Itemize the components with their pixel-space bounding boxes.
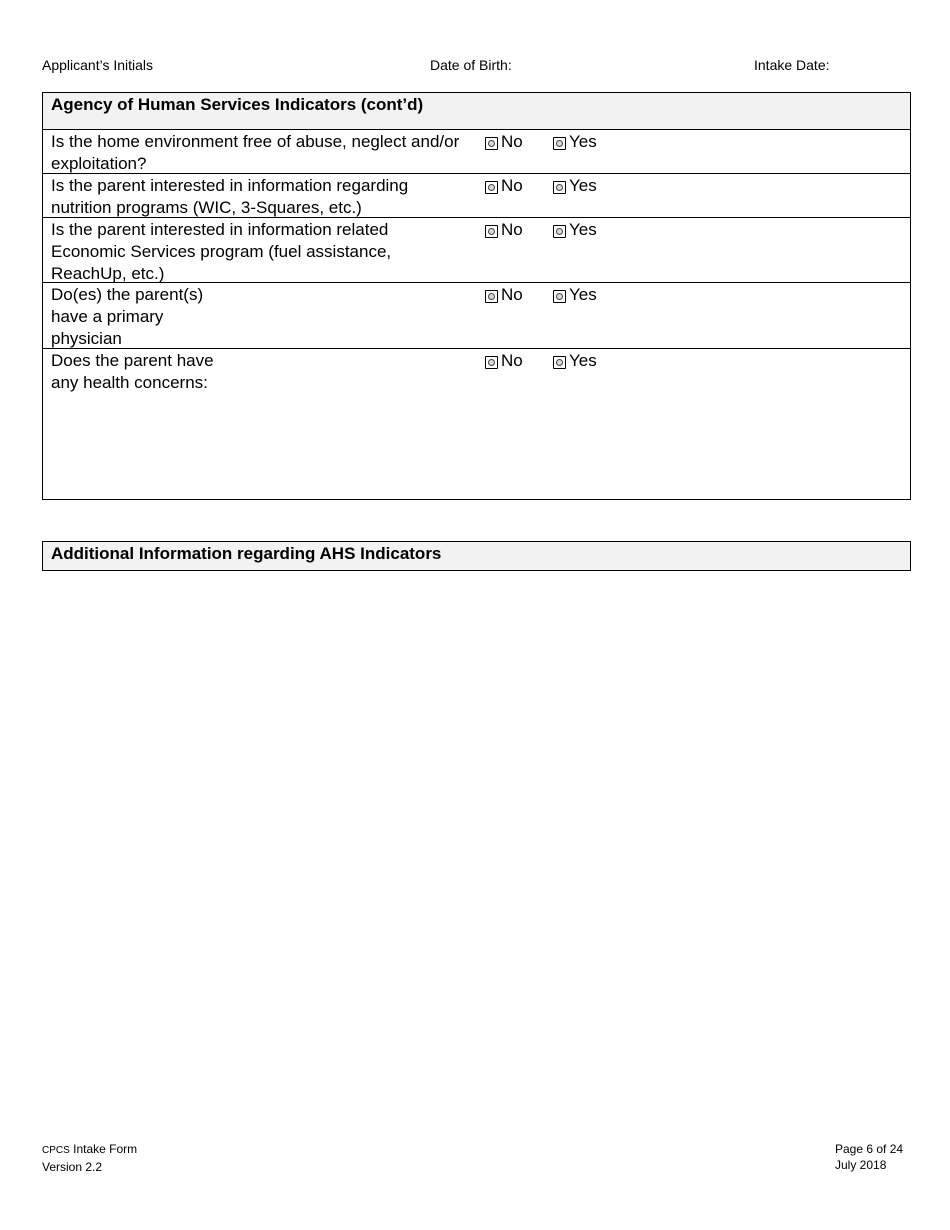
no-label: No: [501, 220, 523, 239]
question-row-health-concerns: [43, 349, 910, 499]
yes-label: Yes: [569, 132, 597, 151]
no-label: No: [501, 132, 523, 151]
checkbox-icon[interactable]: [485, 137, 498, 150]
yes-option[interactable]: [553, 350, 597, 372]
question-line: Do(es) the parent(s): [51, 285, 204, 304]
checkbox-icon[interactable]: [553, 181, 566, 194]
yes-label: Yes: [569, 285, 597, 304]
yes-option[interactable]: [553, 219, 597, 241]
yes-option[interactable]: [553, 131, 597, 153]
applicant-initials-label: Applicant’s Initials: [42, 57, 154, 73]
checkbox-icon[interactable]: [553, 225, 566, 238]
question-line: have a primary: [51, 307, 164, 326]
question-line: physician: [51, 329, 122, 348]
additional-info-title: Additional Information regarding AHS Indicators: [43, 542, 910, 570]
question-text: Is the home environment free of abuse, neglect and/or exploitation?: [51, 132, 460, 173]
footer-right: [835, 1141, 903, 1173]
yes-label: Yes: [569, 176, 597, 195]
checkbox-icon[interactable]: [553, 356, 566, 369]
additional-information-table: [42, 541, 911, 571]
no-label: No: [501, 176, 523, 195]
no-option[interactable]: [485, 350, 523, 372]
ahs-table-title: Agency of Human Services Indicators (cont’d): [43, 93, 910, 130]
form-date: July 2018: [835, 1158, 887, 1172]
yes-label: Yes: [569, 220, 597, 239]
checkbox-icon[interactable]: [485, 290, 498, 303]
intake-date-label: Intake Date:: [754, 57, 830, 73]
checkbox-icon[interactable]: [485, 181, 498, 194]
checkbox-icon[interactable]: [485, 356, 498, 369]
no-label: No: [501, 285, 523, 304]
question-text: [51, 284, 461, 350]
question-text: [51, 350, 461, 394]
question-row-physician: [43, 283, 910, 349]
form-version: Version 2.2: [42, 1160, 103, 1174]
no-option[interactable]: [485, 131, 523, 153]
footer-left: [42, 1141, 137, 1175]
question-line: any health concerns:: [51, 373, 208, 392]
no-option[interactable]: [485, 284, 523, 306]
yes-option[interactable]: [553, 284, 597, 306]
no-option[interactable]: [485, 219, 523, 241]
question-text: Is the parent interested in information regarding nutrition programs (WIC, 3-Squares, etc.): [51, 176, 409, 217]
page-number: Page 6 of 24: [835, 1142, 904, 1156]
checkbox-icon[interactable]: [553, 290, 566, 303]
no-option[interactable]: [485, 175, 523, 197]
question-row-economic-services: [43, 218, 910, 283]
yes-option[interactable]: [553, 175, 597, 197]
question-text: Is the parent interested in information related Economic Services program (fuel assistance, ReachUp, etc.): [51, 220, 392, 283]
checkbox-icon[interactable]: [485, 225, 498, 238]
form-name: [42, 1141, 137, 1159]
form-name-suffix: Intake Form: [69, 1142, 138, 1156]
question-row-nutrition: [43, 174, 910, 218]
date-of-birth-label: Date of Birth:: [430, 57, 512, 73]
checkbox-icon[interactable]: [553, 137, 566, 150]
question-row-abuse: [43, 130, 910, 174]
ahs-indicators-table: [42, 92, 911, 500]
question-line: Does the parent have: [51, 351, 214, 370]
no-label: No: [501, 351, 523, 370]
yes-label: Yes: [569, 351, 597, 370]
form-prefix: CPCS: [42, 1145, 70, 1156]
